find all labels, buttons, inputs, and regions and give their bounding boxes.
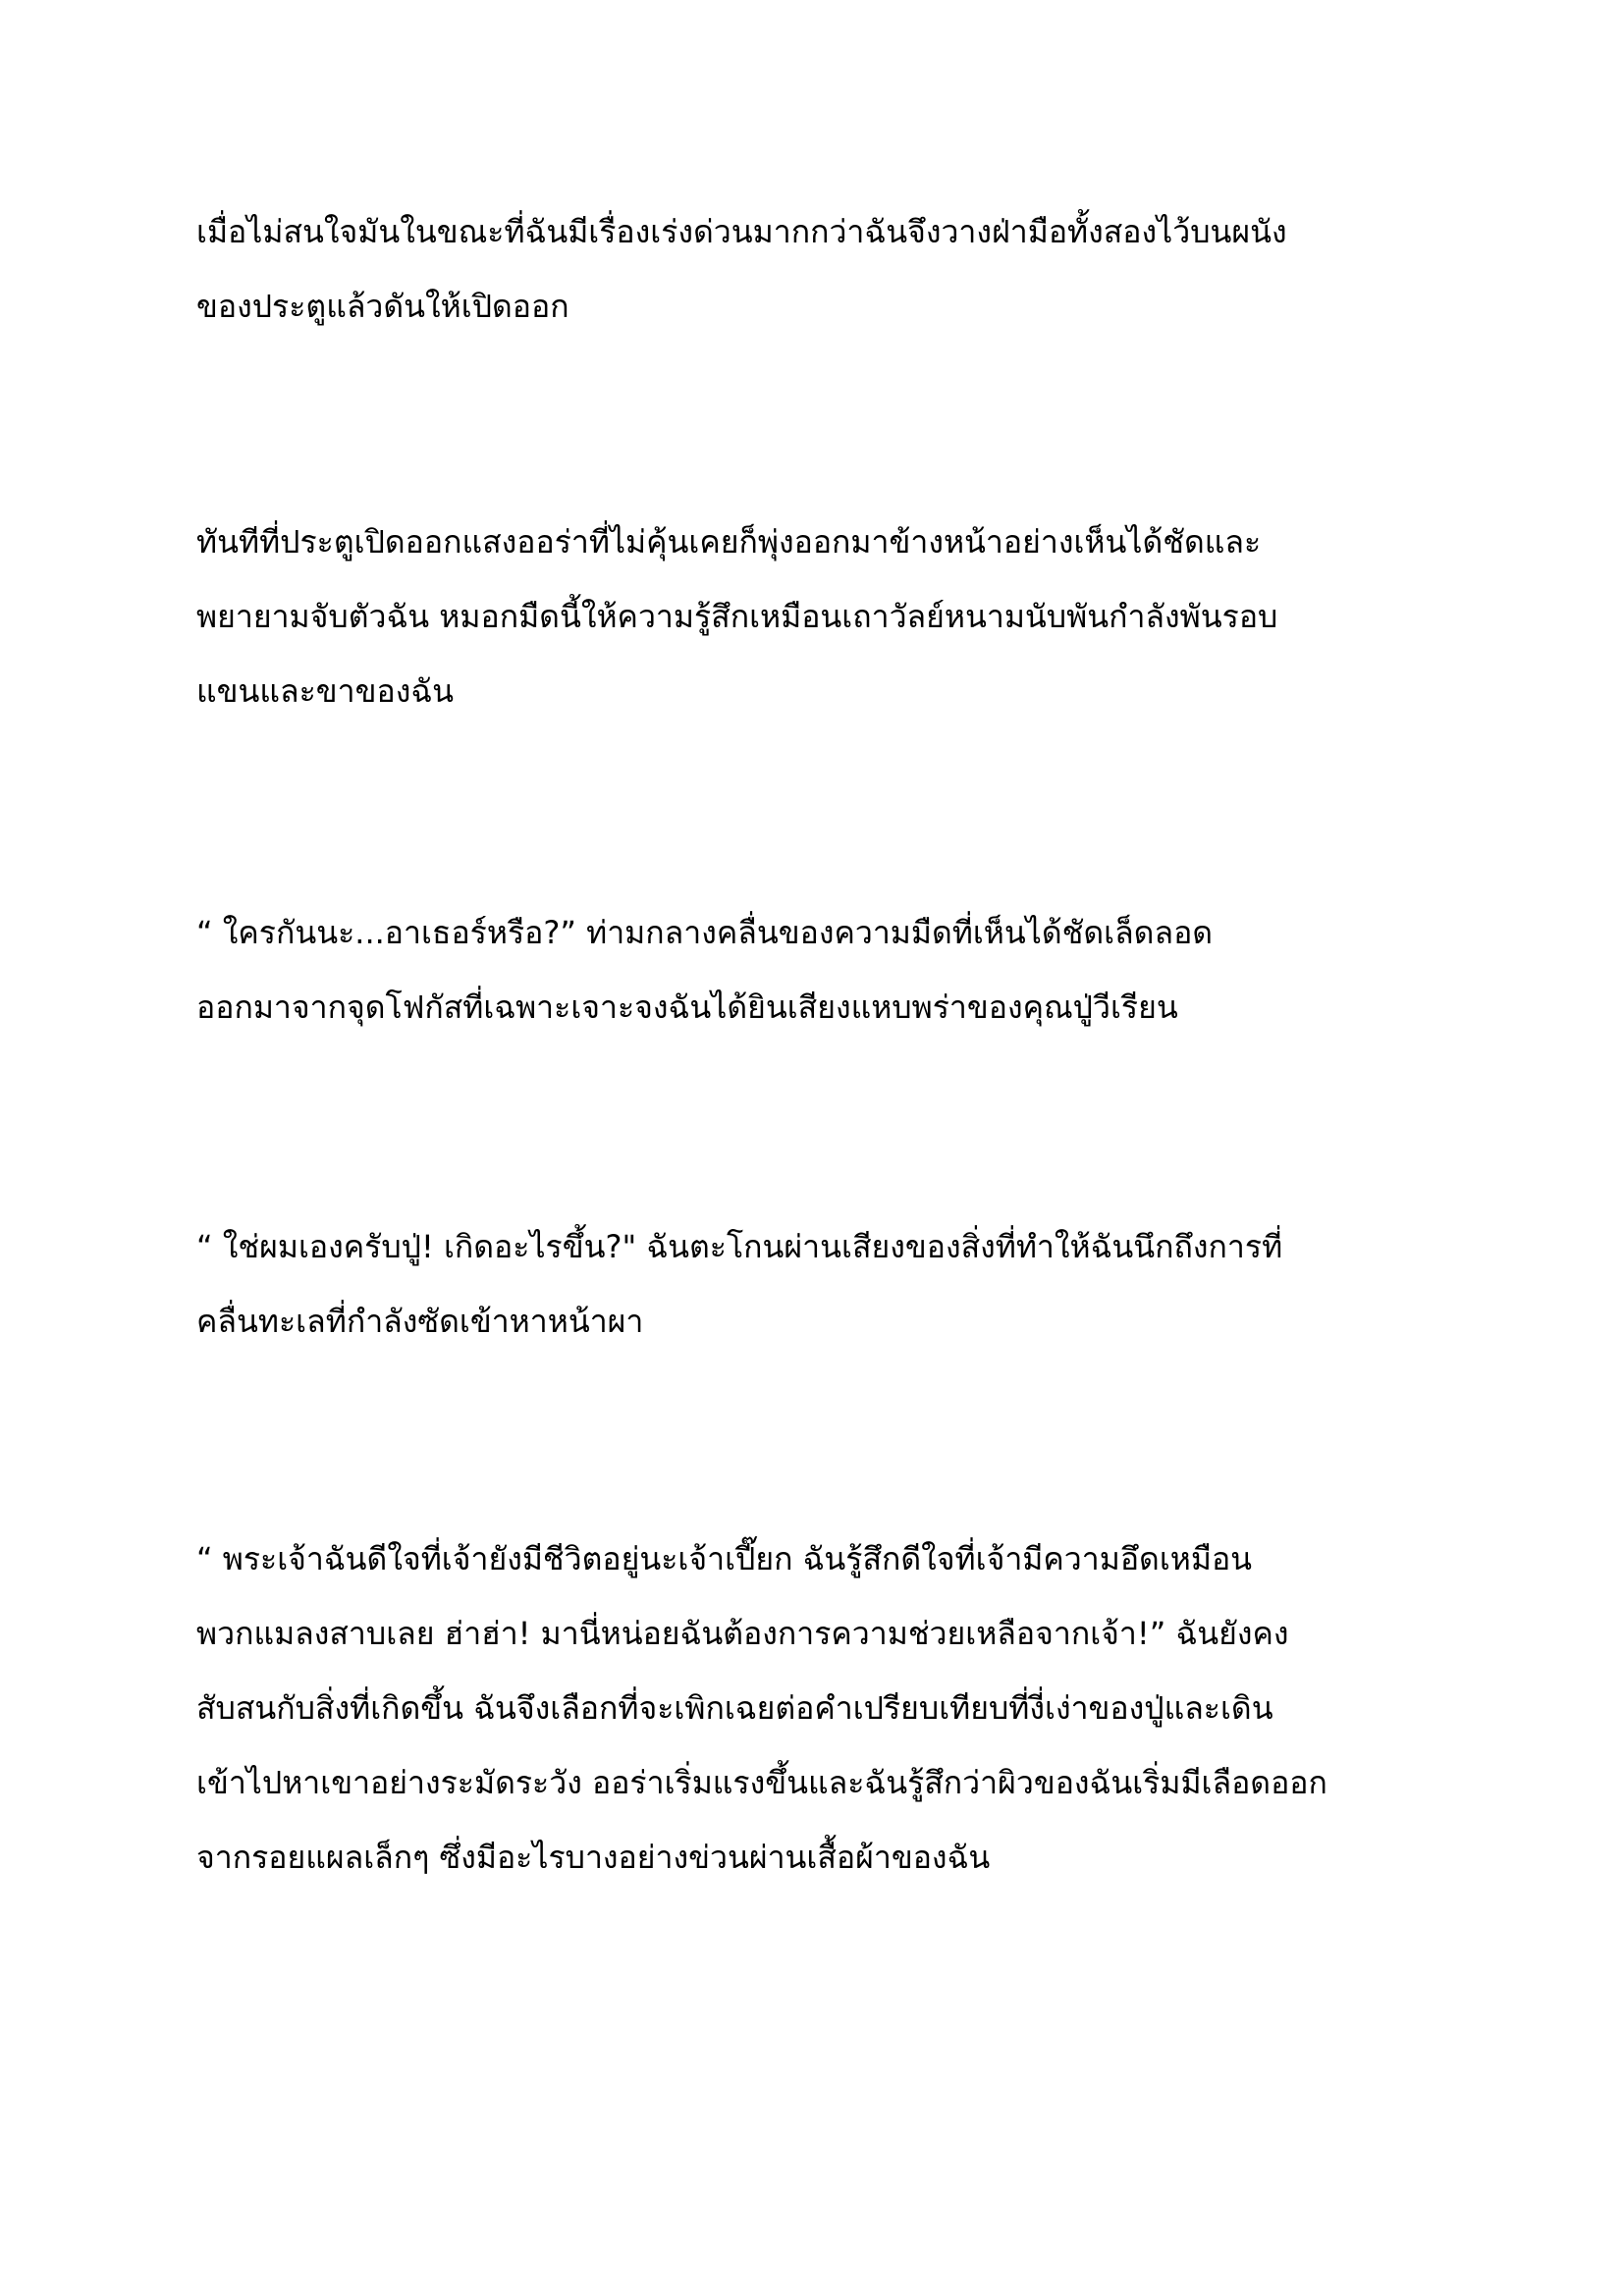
paragraph-line: พยายามจับตัวฉัน หมอกมืดนี้ให้ความรู้สึกเหมือนเถาวัลย์หนามนับพันกำลังพันรอบ: [196, 598, 1278, 635]
paragraph-line: แขนและขาของฉัน: [196, 672, 455, 710]
paragraph-line: “ ใช่ผมเองครับปู่! เกิดอะไรขึ้น?" ฉันตะโกนผ่านเสียงของสิ่งที่ทำให้ฉันนึกถึงการที่: [196, 1228, 1283, 1265]
paragraph-line: พวกแมลงสาบเลย ฮ่าฮ่า! มานี่หน่อยฉันต้องการความช่วยเหลือจากเจ้า!” ฉันยังคง: [196, 1615, 1289, 1652]
paragraph-3: [196, 895, 1434, 1044]
paragraph-line: จากรอยแผลเล็กๆ ซึ่งมีอะไรบางอย่างข่วนผ่านเสื้อผ้าของฉัน: [196, 1839, 991, 1876]
paragraph-line: เข้าไปหาเขาอย่างระมัดระวัง ออร่าเริ่มแรงขึ้นและฉันรู้สึกว่าผิวของฉันเริ่มมีเลือดออก: [196, 1764, 1327, 1801]
paragraph-2: [196, 505, 1434, 728]
paragraph-5: [196, 1522, 1434, 1895]
paragraph-4: [196, 1209, 1434, 1359]
paragraph-line: “ พระเจ้าฉันดีใจที่เจ้ายังมีชีวิตอยู่นะเจ้าเปี๊ยก ฉันรู้สึกดีใจที่เจ้ามีความอึดเหมือน: [196, 1540, 1253, 1577]
paragraph-1: [196, 194, 1434, 344]
paragraph-line: “ ใครกันนะ...อาเธอร์หรือ?” ท่ามกลางคลื่นของความมืดที่เห็นได้ชัดเล็ดลอด: [196, 914, 1214, 951]
paragraph-line: เมื่อไม่สนใจมันในขณะที่ฉันมีเรื่องเร่งด่วนมากกว่าฉันจึงวางฝ่ามือทั้งสองไว้บนผนัง: [196, 213, 1287, 250]
paragraph-line: ของประตูแล้วดันให้เปิดออก: [196, 288, 569, 325]
paragraph-line: สับสนกับสิ่งที่เกิดขึ้น ฉันจึงเลือกที่จะเพิกเฉยต่อคำเปรียบเทียบที่งี่เง่าของปู่และเดิน: [196, 1689, 1273, 1727]
paragraph-line: ทันทีที่ประตูเปิดออกแสงออร่าที่ไม่คุ้นเคยก็พุ่งออกมาข้างหน้าอย่างเห็นได้ชัดและ: [196, 523, 1262, 561]
paragraph-line: ออกมาจากจุดโฟกัสที่เฉพาะเจาะจงฉันได้ยินเสียงแหบพร่าของคุณปู่วีเรียน: [196, 988, 1178, 1026]
paragraph-line: คลื่นทะเลที่กำลังซัดเข้าหาหน้าผา: [196, 1303, 644, 1340]
